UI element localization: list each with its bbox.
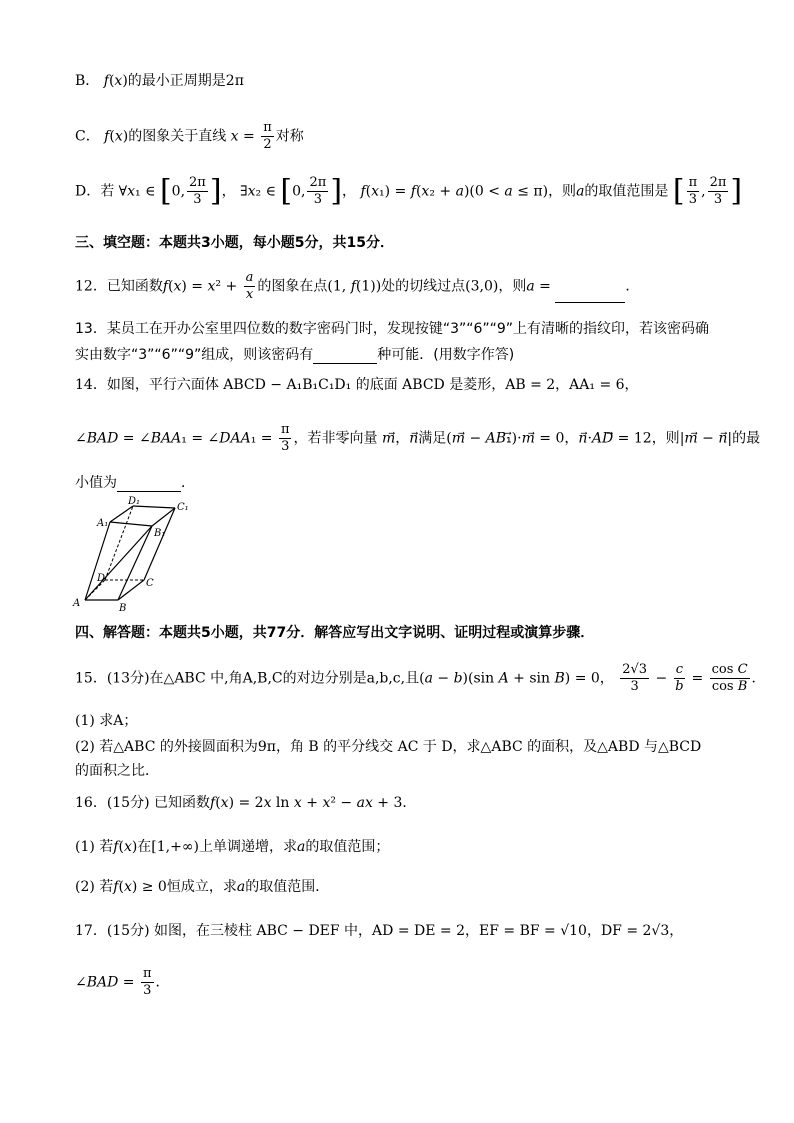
section-4-title: 四、解答题：本题共5小题，共77分．解答应写出文字说明、证明过程或演算步骤． (75, 625, 595, 641)
question-17-head: 17．(15分) 如图，在三棱柱 ABC − DEF 中，AD = DE = 2，EF = BF = √10，DF = 2√3， (75, 923, 684, 939)
label-A: A (73, 598, 81, 609)
label-D1: D₁ (128, 496, 141, 507)
parallelepiped-figure (70, 494, 200, 612)
question-15-head: 15．(13分)在△ABC 中,角A,B,C的对边分别是a,b,c,且(a − b)(sin A + sin B) = 0， $\frac{2√3}{3}$ − $\frac{c}{b}$ = $\frac{\text{cos C}}{\text{cos B}}$ ． (75, 662, 766, 694)
question-13-line2: 实由数字“3”“6”“9”组成，则该密码有 种可能．(用数字作答) (75, 347, 515, 363)
edge-AA1 (85, 526, 152, 600)
question-14-line1: 14．如图，平行六面体 ABCD − A₁B₁C₁D₁ 的底面 ABCD 是菱形，AB = 2，AA₁ = 6， (75, 377, 639, 393)
edge-BC (118, 580, 144, 600)
question-12: 12．已知函数f(x) = x² + $\frac{a}{x}$ 的图象在点(1, f(1))处的切线过点(3,0)，则a = ． (75, 270, 640, 302)
question-13-line1: 13．某员工在开办公室里四位数的数字密码门时，发现按键“3”“6”“9”上有清晰的指纹印，若该密码确 (75, 321, 710, 337)
section-3-title: 三、填空题：本题共3小题，每小题5分，共15分． (75, 235, 394, 251)
question-16-part2: (2) 若f(x) ≥ 0恒成立，求a的取值范围． (75, 879, 330, 895)
edge-DD1 (105, 506, 133, 580)
option-d: D．若 ∀x₁ ∈ [0, $\frac{2\pi}{3}$ ]， ∃x₂ ∈ [0, $\frac{2\pi}{3}$ ]， f(x₁) = f(x₂ + a)(0 < a ≤ π)，则a的取值范围是 [ $\frac{\pi}{3}$ , $\frac{2\pi}{3}$ ] (75, 173, 743, 209)
label-B1: B₁ (154, 528, 166, 539)
option-b: B． f(x)的最小正周期是2π (75, 73, 244, 89)
label-C1: C₁ (177, 502, 189, 513)
question-16-part1: (1) 若f(x)在[1,+∞)上单调递增，求a的取值范围； (75, 839, 390, 855)
question-16-head: 16．(15分) 已知函数f(x) = 2x ln x + x² − ax + 3． (75, 795, 417, 811)
question-15-part2b: 的面积之比． (75, 763, 159, 779)
edge-CC1 (144, 508, 175, 580)
label-C: C (146, 578, 154, 589)
question-15-part2a: (2) 若△ABC 的外接圆面积为9π，角 B 的平分线交 AC 于 D，求△ABC 的面积，及△ABD 与△BCD (75, 739, 702, 755)
edge-A1B1 (110, 522, 152, 526)
question-14-line2: ∠BAD = ∠BAA₁ = ∠DAA₁ = $\frac{\pi}{3}$ ，若非零向量 m⃗，n满足(m⃗ − AB₁⃗)·m⃗ = 0，n⃗·AD⃗ = 12，则|m⃗ − n⃗|的最 (75, 422, 761, 454)
label-B: B (119, 603, 127, 612)
edge-A-A1 (85, 522, 110, 600)
question-15-part1: (1) 求A； (75, 713, 138, 729)
label-A1: A₁ (97, 518, 109, 529)
question-17-angle: ∠BAD = $\frac{\pi}{3}$ ． (75, 966, 170, 998)
label-D: D (97, 573, 106, 584)
question-14-line3: 小值为 ． (75, 475, 195, 491)
option-c: C． f(x)的图象关于直线 x = $\frac{\pi}{2}$ 对称 (75, 120, 304, 152)
